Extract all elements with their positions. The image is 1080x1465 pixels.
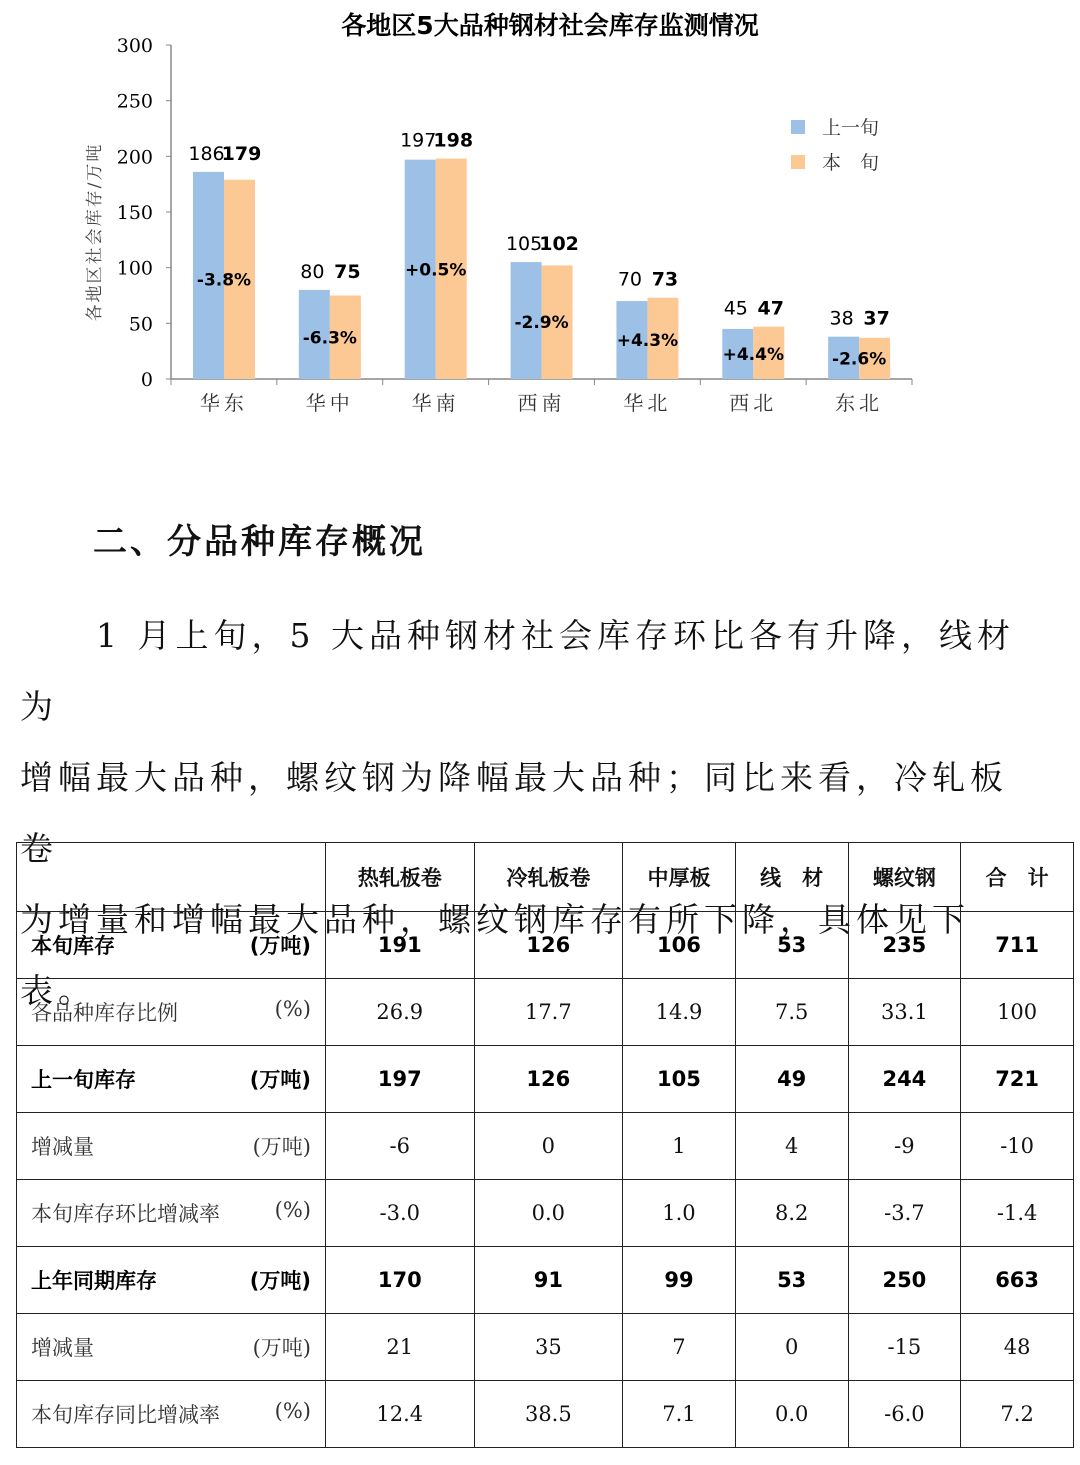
table-cell: 0 [474,1113,623,1180]
table-row [17,1180,1074,1247]
change-label: +0.5% [405,260,467,281]
table-cell: 126 [474,912,623,979]
table-cell: 197 [326,1046,475,1113]
table-cell: 7.1 [623,1381,736,1448]
table-cell: 48 [961,1314,1074,1381]
data-label: 75 [334,260,361,283]
x-tick-label: 东北 [835,391,884,415]
paragraph-line: 为增量和增幅最大品种，螺纹钢库存有所下降，具体见下表。 [20,900,970,1010]
table-cell: -3.7 [848,1180,961,1247]
row-label-text: 上年同期库存 [31,1269,157,1293]
table-cell: 4 [735,1113,848,1180]
y-tick-label: 150 [116,202,153,224]
table-cell: -6 [326,1113,475,1180]
change-label: -2.9% [514,313,569,334]
section-heading: 二、分品种库存概况 [93,522,426,562]
y-tick-label: 300 [116,35,153,57]
data-label: 37 [863,307,890,330]
table-cell: 244 [848,1046,961,1113]
row-label [17,1046,326,1113]
paragraph-line: 1 月上旬，5 大品种钢材社会库存环比各有升降，线材为 [20,616,1015,726]
table-cell: 17.7 [474,979,623,1046]
regional-inventory-chart [0,0,1080,430]
change-label: -6.3% [302,328,357,349]
table-cell: 7.2 [961,1381,1074,1448]
table-cell: 721 [961,1046,1074,1113]
row-label [17,979,326,1046]
change-label: -2.6% [832,349,887,370]
table-cell: 191 [326,912,475,979]
data-label: 186 [188,142,225,165]
data-label: 47 [757,297,785,320]
data-label: 38 [829,307,854,330]
data-label: 179 [221,142,262,165]
change-label: +4.3% [616,331,679,352]
legend-label: 上一旬 [822,117,880,139]
y-tick-label: 50 [128,313,153,336]
table-cell: 170 [326,1247,475,1314]
data-label: 45 [723,297,748,320]
row-label-text: 本旬库存同比增减率 [31,1403,220,1427]
table-cell: 711 [961,912,1074,979]
data-label: 73 [651,268,679,291]
table-cell: 35 [474,1314,623,1381]
data-label: 198 [433,129,474,152]
column-header: 热轧板卷 [326,843,475,912]
row-label [17,1113,326,1180]
paragraph-line: 增幅最大品种，螺纹钢为降幅最大品种；同比来看，冷轧板卷 [20,758,1008,868]
row-label [17,1314,326,1381]
row-unit: (%) [274,1198,311,1222]
y-tick-label: 250 [116,90,153,113]
row-unit: (万吨) [249,1269,311,1293]
table-cell: 21 [326,1314,475,1381]
table-cell: -15 [848,1314,961,1381]
table-cell: 1 [623,1113,736,1180]
table-row [17,1314,1074,1381]
table-cell: 105 [623,1046,736,1113]
table-cell: 8.2 [735,1180,848,1247]
chart-title: 各地区5大品种钢材社会库存监测情况 [341,11,759,40]
table-cell: 49 [735,1046,848,1113]
table-cell: 7 [623,1314,736,1381]
table-cell: 0 [735,1314,848,1381]
y-tick-label: 0 [140,369,153,391]
x-tick-label: 华南 [411,391,460,415]
inventory-table [16,842,1074,1448]
row-label-text: 上一旬库存 [31,1068,136,1092]
x-tick-label: 西北 [729,391,778,415]
table-row [17,1113,1074,1180]
row-unit: (万吨) [252,1135,311,1159]
table-cell: 663 [961,1247,1074,1314]
row-label-text: 各品种库存比例 [31,1001,178,1025]
table-cell: 99 [623,1247,736,1314]
table-cell: 53 [735,1247,848,1314]
table-cell: 12.4 [326,1381,475,1448]
row-unit: (%) [274,1399,311,1423]
table-cell: 53 [735,912,848,979]
legend-swatch [791,155,805,169]
table-row [17,979,1074,1046]
table-cell: 235 [848,912,961,979]
legend-label: 本 旬 [822,152,880,174]
corner-cell [17,843,326,912]
table-row [17,912,1074,979]
data-label: 102 [539,233,579,256]
table-row [17,1046,1074,1113]
table-cell: 7.5 [735,979,848,1046]
table-row [17,1247,1074,1314]
column-header: 线 材 [735,843,848,912]
row-label-text: 本旬库存环比增减率 [31,1202,220,1226]
table-cell: 38.5 [474,1381,623,1448]
data-label: 105 [505,233,543,256]
table-cell: 250 [848,1247,961,1314]
table-cell: 14.9 [623,979,736,1046]
table-cell: 0.0 [474,1180,623,1247]
table-cell: -6.0 [848,1381,961,1448]
row-label-text: 本旬库存 [31,934,115,958]
table-cell: 100 [961,979,1074,1046]
table-cell: 33.1 [848,979,961,1046]
row-label-text: 增减量 [31,1135,94,1159]
column-header: 中厚板 [623,843,736,912]
x-tick-label: 西南 [517,391,566,415]
row-unit: (%) [274,997,311,1021]
change-label: -3.8% [196,270,252,291]
table-cell: 1.0 [623,1180,736,1247]
column-header: 合 计 [961,843,1074,912]
table-cell: -3.0 [326,1180,475,1247]
table-header-row [17,843,1074,912]
row-label [17,1381,326,1448]
row-unit: (万吨) [252,1336,311,1360]
y-axis-label: 各地区社会库存/万吨 [85,142,105,322]
table-cell: -1.4 [961,1180,1074,1247]
table-cell: 91 [474,1247,623,1314]
table-cell: -9 [848,1113,961,1180]
x-tick-label: 华北 [623,391,672,415]
change-label: +4.4% [722,344,784,365]
table-cell: 106 [623,912,736,979]
data-label: 197 [400,129,437,152]
table-cell: 26.9 [326,979,475,1046]
row-unit: (万吨) [249,934,311,958]
row-label-text: 增减量 [31,1336,94,1360]
table-cell: 126 [474,1046,623,1113]
column-header: 螺纹钢 [848,843,961,912]
column-header: 冷轧板卷 [474,843,623,912]
x-tick-label: 华中 [305,391,354,415]
table-row [17,1381,1074,1448]
data-label: 70 [617,268,643,291]
y-tick-label: 200 [116,146,153,169]
table-cell: 0.0 [735,1381,848,1448]
row-unit: (万吨) [249,1068,311,1092]
table-cell: -10 [961,1113,1074,1180]
row-label [17,912,326,979]
y-tick-label: 100 [116,257,153,280]
x-tick-label: 华东 [199,391,248,415]
row-label [17,1180,326,1247]
row-label [17,1247,326,1314]
data-label: 80 [300,260,325,283]
legend-swatch [791,120,805,134]
